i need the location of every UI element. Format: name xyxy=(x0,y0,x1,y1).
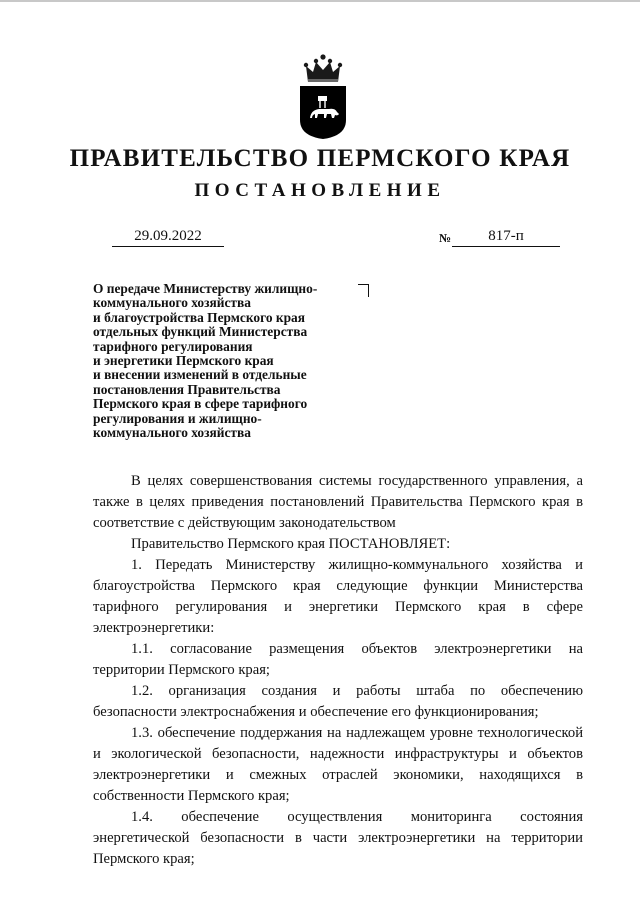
clause-1: 1. Передать Министерству жилищно-коммунального хозяйства и благоустройства Пермского края следующие функции Министерства тарифного регулирования и энергетики Пермского края в сфере электроэнергетики: xyxy=(93,557,583,636)
subject-line: отдельных функций Министерства xyxy=(93,324,308,340)
document-type-heading: ПОСТАНОВЛЕНИЕ xyxy=(194,180,446,201)
subject-line: О передаче Министерству жилищно- xyxy=(93,281,318,296)
subject-line: регулирования и жилищно- xyxy=(93,410,262,426)
document-number: 817-п xyxy=(452,227,560,247)
clause-1-4: 1.4. обеспечение осуществления мониторинга состояния энергетической безопасности в части электроэнергетики на территории Пермского края; xyxy=(93,809,583,867)
resolves-paragraph: Правительство Пермского края ПОСТАНОВЛЯЕТ: xyxy=(131,536,451,552)
government-title: ПРАВИТЕЛЬСТВО ПЕРМСКОГО КРАЯ xyxy=(69,145,571,172)
subject-line: коммунального хозяйства xyxy=(93,425,251,441)
subject-line: тарифного регулирования xyxy=(93,338,253,354)
document-subject xyxy=(93,282,363,440)
clause-1-1: 1.1. согласование размещения объектов электроэнергетики на территории Пермского края; xyxy=(93,641,583,678)
clause-1-3: 1.3. обеспечение поддержания на надлежащем уровне технологической и экологической безопасности, надежности инфраструктуры и объектов электроэнергетики и смежных отраслей экономики, находящихся в собственности Пермского края; xyxy=(93,725,583,804)
number-prefix: № xyxy=(439,231,452,245)
document-date: 29.09.2022 xyxy=(112,227,224,247)
subject-line: и энергетики Пермского края xyxy=(93,353,274,369)
subject-line: Пермского края в сфере тарифного xyxy=(93,396,308,412)
subject-line: и благоустройства Пермского края xyxy=(93,309,305,325)
subject-line: коммунального хозяйства xyxy=(93,295,251,311)
document-body xyxy=(93,471,583,870)
perm-krai-coat-of-arms-icon xyxy=(298,52,348,140)
subject-line: постановления Правительства xyxy=(93,381,281,397)
clause-1-2: 1.2. организация создания и работы штаба по обеспечению безопасности электроснабжения и обеспечение его функционирования; xyxy=(93,683,583,720)
subject-line: и внесении изменений в отдельные xyxy=(93,367,307,383)
preamble-paragraph: В целях совершенствования системы государственного управления, а также в целях приведения постановлений Правительства Пермского края в соответствие с действующим законодательством xyxy=(93,473,583,531)
scan-top-edge xyxy=(0,0,640,2)
